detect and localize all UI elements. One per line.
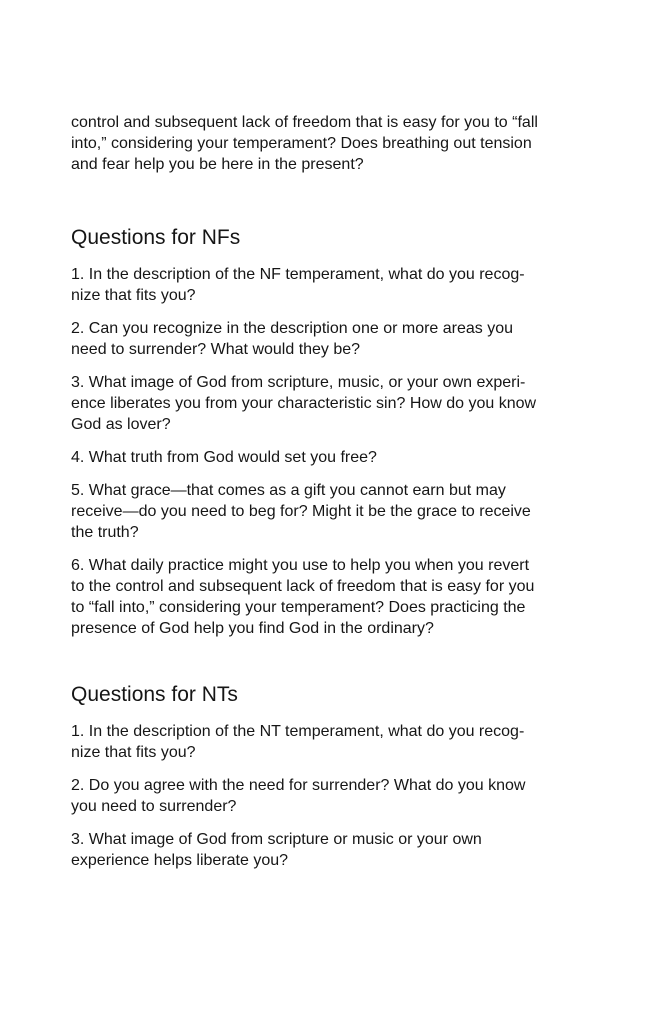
section-heading: Questions for NFs — [71, 226, 241, 249]
page-content — [71, 112, 591, 883]
question-item: 1. In the description of the NF temperament, what do you recog- nize that fits you? — [71, 266, 525, 304]
question-item: 3. What image of God from scripture, music, or your own experi- ence liberates you from your characteristic sin? How do you know God as lover? — [71, 374, 537, 433]
question-item: 3. What image of God from scripture or music or your own experience helps liberate you? — [71, 831, 482, 869]
question-item: 5. What grace—that comes as a gift you cannot earn but may receive—do you need to beg for? Might it be the grace to receive the truth? — [71, 482, 531, 541]
intro-paragraph: control and subsequent lack of freedom that is easy for you to “fall into,” considering your temperament? Does breathing out tension and fear help you be here in the present? — [71, 114, 538, 173]
question-item: 2. Can you recognize in the description one or more areas you need to surrender? What would they be? — [71, 320, 514, 358]
question-item: 4. What truth from God would set you free? — [71, 449, 377, 466]
question-item: 1. In the description of the NT temperament, what do you recog- nize that fits you? — [71, 723, 525, 761]
question-item: 6. What daily practice might you use to help you when you revert to the control and subsequent lack of freedom that is easy for you to “fall into,” considering your temperament? Does practicing the presence of God help you find God in the ordinary? — [71, 557, 535, 637]
section-heading: Questions for NTs — [71, 683, 238, 706]
question-item: 2. Do you agree with the need for surrender? What do you know you need to surrender? — [71, 777, 526, 815]
section-nt-questions — [71, 682, 591, 871]
section-nf-questions — [71, 225, 591, 639]
